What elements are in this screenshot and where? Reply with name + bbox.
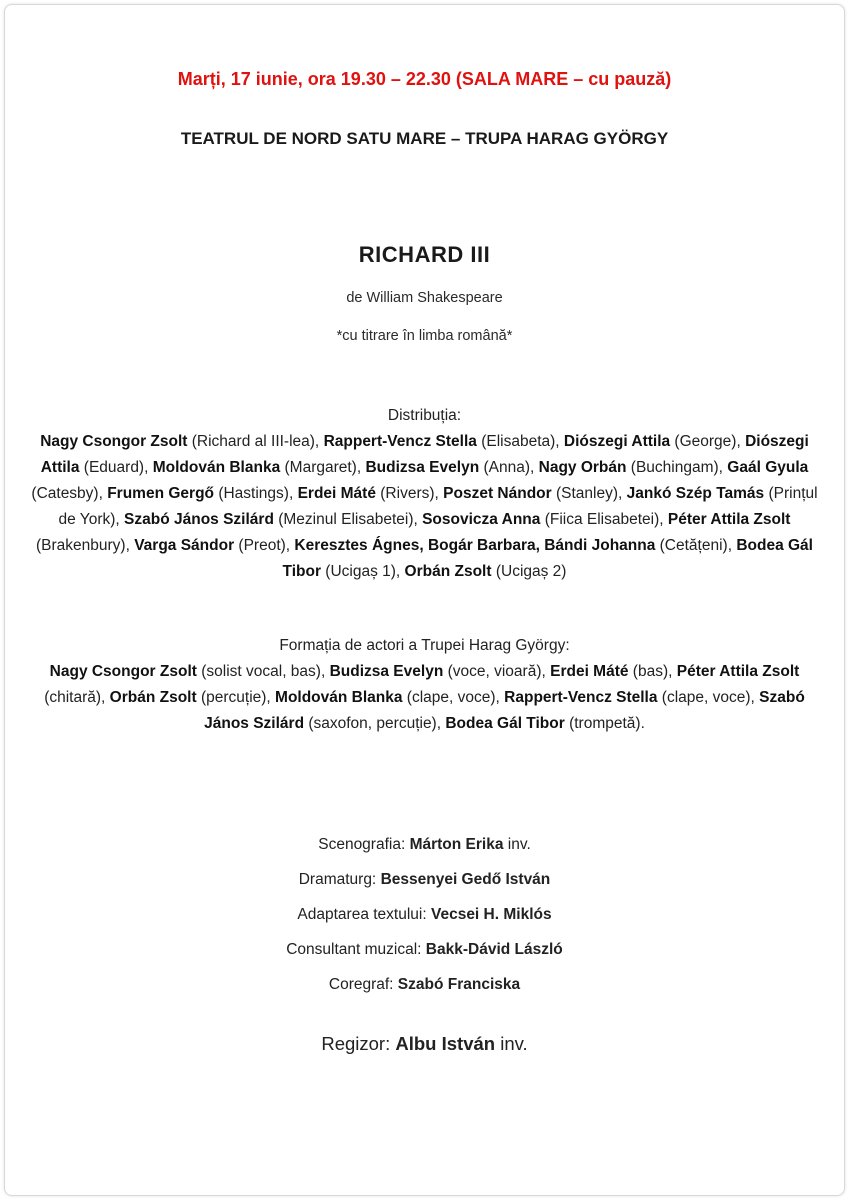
person-role: (Buchingam), <box>626 459 728 476</box>
person-role: (clape, voce), <box>402 689 505 706</box>
person-name: Erdei Máté <box>297 485 376 502</box>
credit-name: Szabó Franciska <box>397 976 521 993</box>
person-role: (Mezinul Elisabetei), <box>273 511 423 528</box>
credit-label: Scenografia: <box>318 836 410 853</box>
band-list <box>25 659 824 737</box>
person-role: (Fiica Elisabetei), <box>540 511 668 528</box>
cast-list <box>25 429 824 585</box>
person-name: Budizsa Evelyn <box>365 459 480 476</box>
person-name: Orbán Zsolt <box>109 689 197 706</box>
person-role: (percuție), <box>196 689 276 706</box>
person-name: Péter Attila Zsolt <box>676 663 800 680</box>
person-name: Varga Sándor <box>134 537 235 554</box>
person-name: Erdei Máté <box>550 663 629 680</box>
person-name: Diószegi Attila <box>40 433 809 476</box>
credit-label: Coregraf: <box>328 976 398 993</box>
person-name: Diószegi Attila <box>563 433 671 450</box>
person-name: Gaál Gyula <box>727 459 809 476</box>
person-role: (Ucigaș 1), <box>320 563 405 580</box>
person-name: Szabó János Szilárd <box>124 511 274 528</box>
person-name: Jankó Szép Tamás <box>626 485 765 502</box>
person-role: (Catesby), <box>31 485 108 502</box>
person-role: (Richard al III-lea), <box>187 433 324 450</box>
person-role: (Rivers), <box>375 485 444 502</box>
person-role: (George), <box>670 433 746 450</box>
person-name: Nagy Orbán <box>538 459 627 476</box>
play-title: RICHARD III <box>358 242 491 267</box>
person-role: (Ucigaș 2) <box>491 563 567 580</box>
credit-name: Bessenyei Gedő István <box>380 871 551 888</box>
credit-line <box>5 932 844 967</box>
person-name: Budizsa Evelyn <box>329 663 444 680</box>
person-name: Péter Attila Zsolt <box>667 511 791 528</box>
person-name: Frumen Gergő <box>107 485 215 502</box>
person-role: (solist vocal, bas), <box>196 663 330 680</box>
performance-date: Marți, 17 iunie, ora 19.30 – 22.30 (SALA MARE – cu pauză) <box>177 69 672 89</box>
credit-label: Consultant muzical: <box>286 941 426 958</box>
person-name: Nagy Csongor Zsolt <box>40 433 188 450</box>
credit-name: Márton Erika <box>409 836 504 853</box>
credit-label: Dramaturg: <box>298 871 381 888</box>
person-role: (Hastings), <box>214 485 298 502</box>
credit-line <box>5 827 844 862</box>
play-author: de William Shakespeare <box>346 290 503 306</box>
cast-section <box>25 403 824 585</box>
person-name: Rappert-Vencz Stella <box>323 433 477 450</box>
director-line <box>5 1033 844 1055</box>
person-name: Moldován Blanka <box>152 459 281 476</box>
person-name: Nagy Csongor Zsolt <box>49 663 197 680</box>
person-name: Keresztes Ágnes, Bogár Barbara, Bándi Johanna <box>294 537 656 554</box>
person-role: (Margaret), <box>280 459 366 476</box>
credit-name: Vecsei H. Miklós <box>430 906 552 923</box>
person-role: (Brakenbury), <box>35 537 135 554</box>
credits-section <box>5 827 844 1002</box>
person-role: (Elisabeta), <box>476 433 564 450</box>
person-role: (voce, vioară), <box>443 663 551 680</box>
director-label: Regizor: <box>321 1033 396 1054</box>
credit-line <box>5 862 844 897</box>
person-name: Bodea Gál Tibor <box>282 537 813 580</box>
person-role: (Preot), <box>234 537 295 554</box>
director-suffix: inv. <box>495 1033 528 1054</box>
subtitle-note: *cu titrare în limba română* <box>336 328 513 344</box>
person-name: Sosovicza Anna <box>422 511 541 528</box>
person-role: (saxofon, percuție), <box>304 715 446 732</box>
person-name: Szabó János Szilárd <box>204 689 805 732</box>
credit-label: Adaptarea textului: <box>297 906 431 923</box>
cast-heading: Distribuția: <box>387 407 462 424</box>
band-heading: Formația de actori a Trupei Harag György: <box>279 637 570 654</box>
credit-line <box>5 967 844 1002</box>
person-role: (clape, voce), <box>657 689 760 706</box>
person-role: (Eduard), <box>79 459 153 476</box>
person-name: Bodea Gál Tibor <box>445 715 565 732</box>
person-role: (Stanley), <box>551 485 627 502</box>
poster-page <box>4 4 845 1196</box>
person-role: (Prințul de York), <box>58 485 818 528</box>
person-role: (trompetă). <box>564 715 645 732</box>
person-name: Rappert-Vencz Stella <box>504 689 658 706</box>
person-role: (chitară), <box>44 689 110 706</box>
credit-line <box>5 897 844 932</box>
person-role: (bas), <box>628 663 677 680</box>
person-name: Poszet Nándor <box>443 485 552 502</box>
person-name: Orbán Zsolt <box>404 563 492 580</box>
person-role: (Cetățeni), <box>655 537 737 554</box>
theatre-company: TEATRUL DE NORD SATU MARE – TRUPA HARAG GYÖRGY <box>180 129 669 148</box>
band-section <box>25 633 824 737</box>
person-role: (Anna), <box>479 459 539 476</box>
person-name: Moldován Blanka <box>275 689 403 706</box>
credit-name: Bakk-Dávid László <box>425 941 563 958</box>
director-name: Albu István <box>395 1033 496 1054</box>
credit-suffix: inv. <box>503 836 531 853</box>
